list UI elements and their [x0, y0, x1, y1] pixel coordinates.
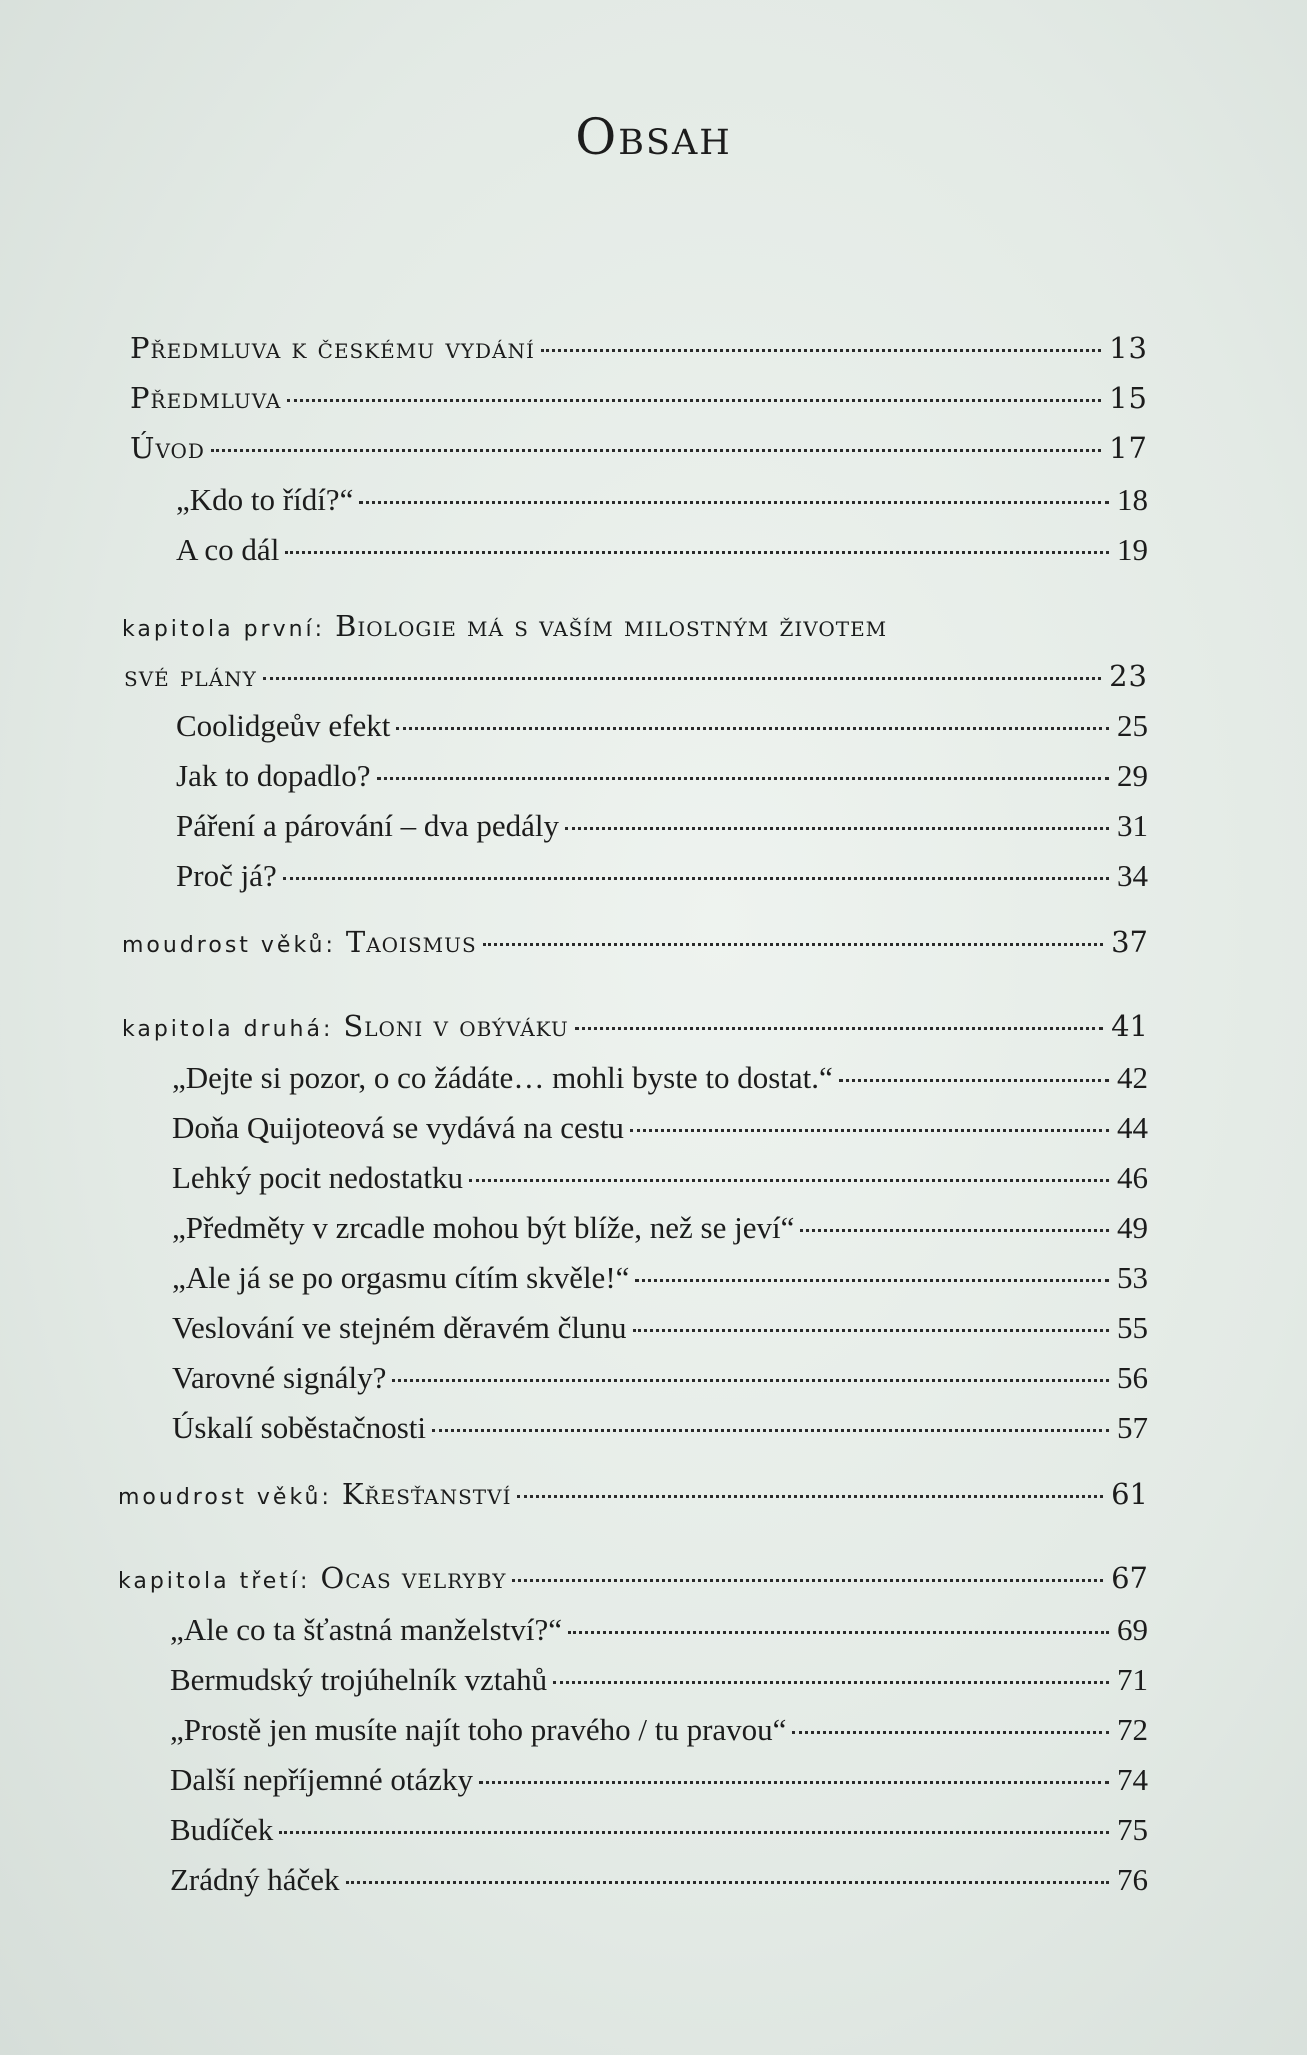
leader-dots — [512, 1579, 1103, 1582]
toc-entry — [176, 806, 1148, 846]
toc-entry — [122, 1006, 1148, 1046]
toc-entry — [176, 480, 1148, 520]
toc-entry — [130, 328, 1148, 368]
toc-entry-page: 31 — [1117, 808, 1148, 843]
section-title: Křesťanství — [341, 1477, 512, 1511]
leader-dots — [263, 677, 1101, 680]
leader-dots — [633, 1329, 1109, 1332]
toc-entry-page: 18 — [1117, 482, 1148, 517]
leader-dots — [432, 1429, 1109, 1432]
toc-entry-page: 76 — [1117, 1862, 1148, 1897]
toc-entry-page: 37 — [1111, 925, 1148, 959]
toc-entry-label: Proč já? — [176, 858, 277, 893]
toc-entry-page: 25 — [1117, 708, 1148, 743]
leader-dots — [377, 777, 1109, 780]
toc-entry-label: Páření a párování – dva pedály — [176, 808, 560, 843]
toc-entry-page: 56 — [1117, 1360, 1148, 1395]
toc-entry — [172, 1308, 1148, 1348]
toc-entry — [170, 1610, 1148, 1650]
toc-entry-page: 57 — [1117, 1410, 1148, 1445]
toc-entry — [172, 1058, 1148, 1098]
leader-dots — [211, 449, 1101, 452]
toc-entry-label: „Ale co ta šťastná manželství?“ — [170, 1612, 562, 1647]
toc-entry — [176, 756, 1148, 796]
leader-dots — [287, 399, 1101, 402]
chapter-head-label: kapitola první: — [122, 617, 336, 642]
leader-dots — [517, 1495, 1103, 1498]
leader-dots — [568, 1631, 1109, 1634]
toc-entry — [172, 1258, 1148, 1298]
toc-entry-label: Jak to dopadlo? — [176, 758, 371, 793]
toc-entry-label: Budíček — [170, 1812, 274, 1847]
toc-entry-label: „Prostě jen musíte najít toho pravého / tu pravou“ — [170, 1712, 787, 1747]
toc-entry-page: 71 — [1117, 1662, 1148, 1697]
toc-entry — [118, 1474, 1148, 1514]
toc-entry-page: 44 — [1117, 1110, 1148, 1145]
leader-dots — [541, 349, 1101, 352]
toc-entry-label: Další nepříjemné otázky — [170, 1762, 474, 1797]
toc-entry-label: Zrádný háček — [170, 1862, 340, 1897]
toc-entry — [124, 656, 1148, 696]
toc-entry-label: Varovné signály? — [172, 1360, 387, 1395]
toc-entry-label: Doňa Quijoteová se vydává na cestu — [172, 1110, 624, 1145]
section-title: Taoismus — [345, 925, 477, 959]
toc-entry — [176, 530, 1148, 570]
toc-entry-label — [118, 1558, 506, 1602]
leader-dots — [630, 1129, 1109, 1132]
toc-entry-label: Předmluva — [130, 381, 282, 415]
leader-dots — [346, 1881, 1109, 1884]
toc-entry-page: 72 — [1117, 1712, 1148, 1747]
toc-entry — [172, 1408, 1148, 1448]
leader-dots — [565, 827, 1109, 830]
chapter-title: Biologie má s vaším milostným životem — [335, 609, 888, 643]
toc-entry — [172, 1158, 1148, 1198]
toc-entry-page: 46 — [1117, 1160, 1148, 1195]
leader-dots — [285, 551, 1109, 554]
toc-entry — [172, 1358, 1148, 1398]
section-head-label: moudrost věků: — [122, 933, 346, 958]
toc-entry-page: 61 — [1111, 1477, 1148, 1511]
chapter-head-label: kapitola třetí: — [118, 1569, 321, 1594]
toc-entry-label: Úvod — [130, 431, 205, 465]
toc-entry-label: své plány — [124, 659, 257, 693]
toc-entry-page: 55 — [1117, 1310, 1148, 1345]
toc-entry-label: Předmluva k českému vydání — [130, 331, 535, 365]
toc-entry-label: Lehký pocit nedostatku — [172, 1160, 463, 1195]
toc-entry-label: Veslování ve stejném děravém člunu — [172, 1310, 627, 1345]
toc-entry-label — [122, 922, 477, 966]
chapter-head-label: kapitola druhá: — [122, 1017, 344, 1042]
toc-entry — [176, 706, 1148, 746]
toc-entry-page: 74 — [1117, 1762, 1148, 1797]
toc-entry-label: Úskalí soběstačnosti — [172, 1410, 426, 1445]
chapter-title: Sloni v obýváku — [343, 1009, 569, 1043]
toc-entry — [170, 1760, 1148, 1800]
leader-dots — [792, 1731, 1109, 1734]
leader-dots — [635, 1279, 1109, 1282]
toc-entry-page: 42 — [1117, 1060, 1148, 1095]
toc-entry — [170, 1860, 1148, 1900]
page-title: Obsah — [575, 108, 732, 166]
toc-entry-label: „Dejte si pozor, o co žádáte… mohli byste to dostat.“ — [172, 1060, 833, 1095]
toc-entry — [130, 428, 1148, 468]
chapter-title: Ocas velryby — [320, 1561, 507, 1595]
toc-entry-label — [118, 1474, 511, 1518]
toc-entry — [170, 1710, 1148, 1750]
leader-dots — [359, 501, 1109, 504]
chapter-heading — [122, 606, 887, 650]
toc-entry-page: 15 — [1109, 381, 1148, 415]
toc-entry — [172, 1208, 1148, 1248]
toc-entry — [122, 922, 1148, 962]
toc-entry — [172, 1108, 1148, 1148]
leader-dots — [575, 1027, 1103, 1030]
toc-entry-label: A co dál — [176, 532, 280, 567]
toc-entry-page: 75 — [1117, 1812, 1148, 1847]
leader-dots — [283, 877, 1109, 880]
toc-entry-page: 23 — [1109, 659, 1148, 693]
toc-entry-label: „Ale já se po orgasmu cítím skvěle!“ — [172, 1260, 630, 1295]
toc-entry-page: 19 — [1117, 532, 1148, 567]
toc-entry-page: 69 — [1117, 1612, 1148, 1647]
leader-dots — [396, 727, 1109, 730]
toc-entry — [170, 1660, 1148, 1700]
toc-entry-label: „Kdo to řídí?“ — [176, 482, 354, 517]
toc-entry-label: Bermudský trojúhelník vztahů — [170, 1662, 548, 1697]
toc-entry-page: 34 — [1117, 858, 1148, 893]
section-head-label: moudrost věků: — [118, 1485, 342, 1510]
toc-entry-label: Coolidgeův efekt — [176, 708, 391, 743]
toc-entry-page: 29 — [1117, 758, 1148, 793]
toc-entry-page: 67 — [1111, 1561, 1148, 1595]
toc-entry — [118, 1558, 1148, 1598]
toc-entry-page: 53 — [1117, 1260, 1148, 1295]
leader-dots — [800, 1229, 1109, 1232]
toc-entry-page: 17 — [1109, 431, 1148, 465]
leader-dots — [392, 1379, 1109, 1382]
leader-dots — [839, 1079, 1109, 1082]
toc-entry — [170, 1810, 1148, 1850]
toc-entry-label — [122, 1006, 569, 1050]
toc-entry-page: 41 — [1111, 1009, 1148, 1043]
leader-dots — [469, 1179, 1109, 1182]
leader-dots — [553, 1681, 1109, 1684]
leader-dots — [483, 943, 1103, 946]
toc-entry-label: „Předměty v zrcadle mohou být blíže, než se jeví“ — [172, 1210, 795, 1245]
toc-entry-page: 49 — [1117, 1210, 1148, 1245]
leader-dots — [279, 1831, 1109, 1834]
toc-entry-page: 13 — [1109, 331, 1148, 365]
leader-dots — [479, 1781, 1109, 1784]
toc-entry — [176, 856, 1148, 896]
toc-entry — [130, 378, 1148, 418]
